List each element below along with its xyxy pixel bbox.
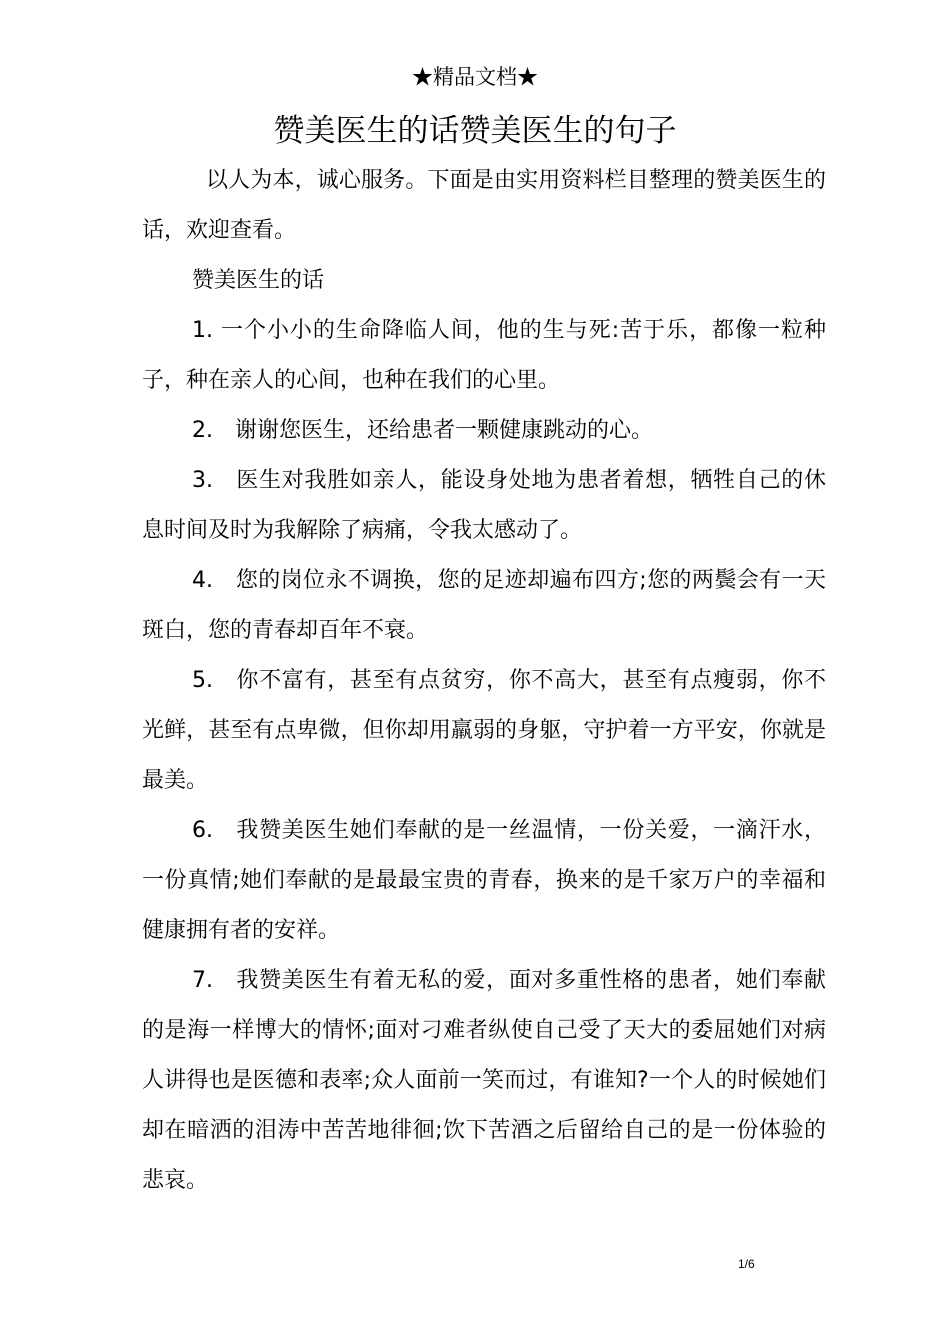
section-heading: 赞美医生的话 bbox=[192, 268, 325, 293]
list-item: 7. 我赞美医生有着无私的爱，面对多重性格的患者，她们奉献的是海一样博大的情怀;面对刁难者纵使自己受了天大的委屈她们对病人讲得也是医德和表率;众人面前一笑而过，有谁知?一个人的时候她们却在暗洒的泪涛中苦苦地徘徊;饮下苦酒之后留给自己的是一份体验的悲哀。 bbox=[142, 968, 826, 1193]
list-item: 6. 我赞美医生她们奉献的是一丝温情，一份关爱，一滴汗水，一份真情;她们奉献的是最最宝贵的青春，换来的是千家万户的幸福和健康拥有者的安祥。 bbox=[142, 818, 826, 943]
page-number: 1/6 bbox=[738, 1257, 755, 1271]
list-item: 4. 您的岗位永不调换，您的足迹却遍布四方;您的两鬓会有一天斑白，您的青春却百年不衰。 bbox=[142, 568, 826, 643]
header-badge: ★精品文档★ bbox=[412, 65, 538, 89]
list-item: 2. 谢谢您医生，还给患者一颗健康跳动的心。 bbox=[192, 418, 653, 443]
intro-paragraph: 以人为本，诚心服务。下面是由实用资料栏目整理的赞美医生的话，欢迎查看。 bbox=[142, 168, 826, 243]
page-title: 赞美医生的话赞美医生的句子 bbox=[273, 113, 677, 149]
document-body bbox=[142, 156, 826, 1206]
list-item: 3. 医生对我胜如亲人，能设身处地为患者着想，牺牲自己的休息时间及时为我解除了病痛，令我太感动了。 bbox=[142, 468, 826, 543]
list-item: 1. 一个小小的生命降临人间，他的生与死:苦于乐，都像一粒种子，种在亲人的心间，也种在我们的心里。 bbox=[142, 318, 826, 393]
list-item: 5. 你不富有，甚至有点贫穷，你不高大，甚至有点瘦弱，你不光鲜，甚至有点卑微，但你却用羸弱的身躯，守护着一方平安，你就是最美。 bbox=[142, 668, 826, 793]
